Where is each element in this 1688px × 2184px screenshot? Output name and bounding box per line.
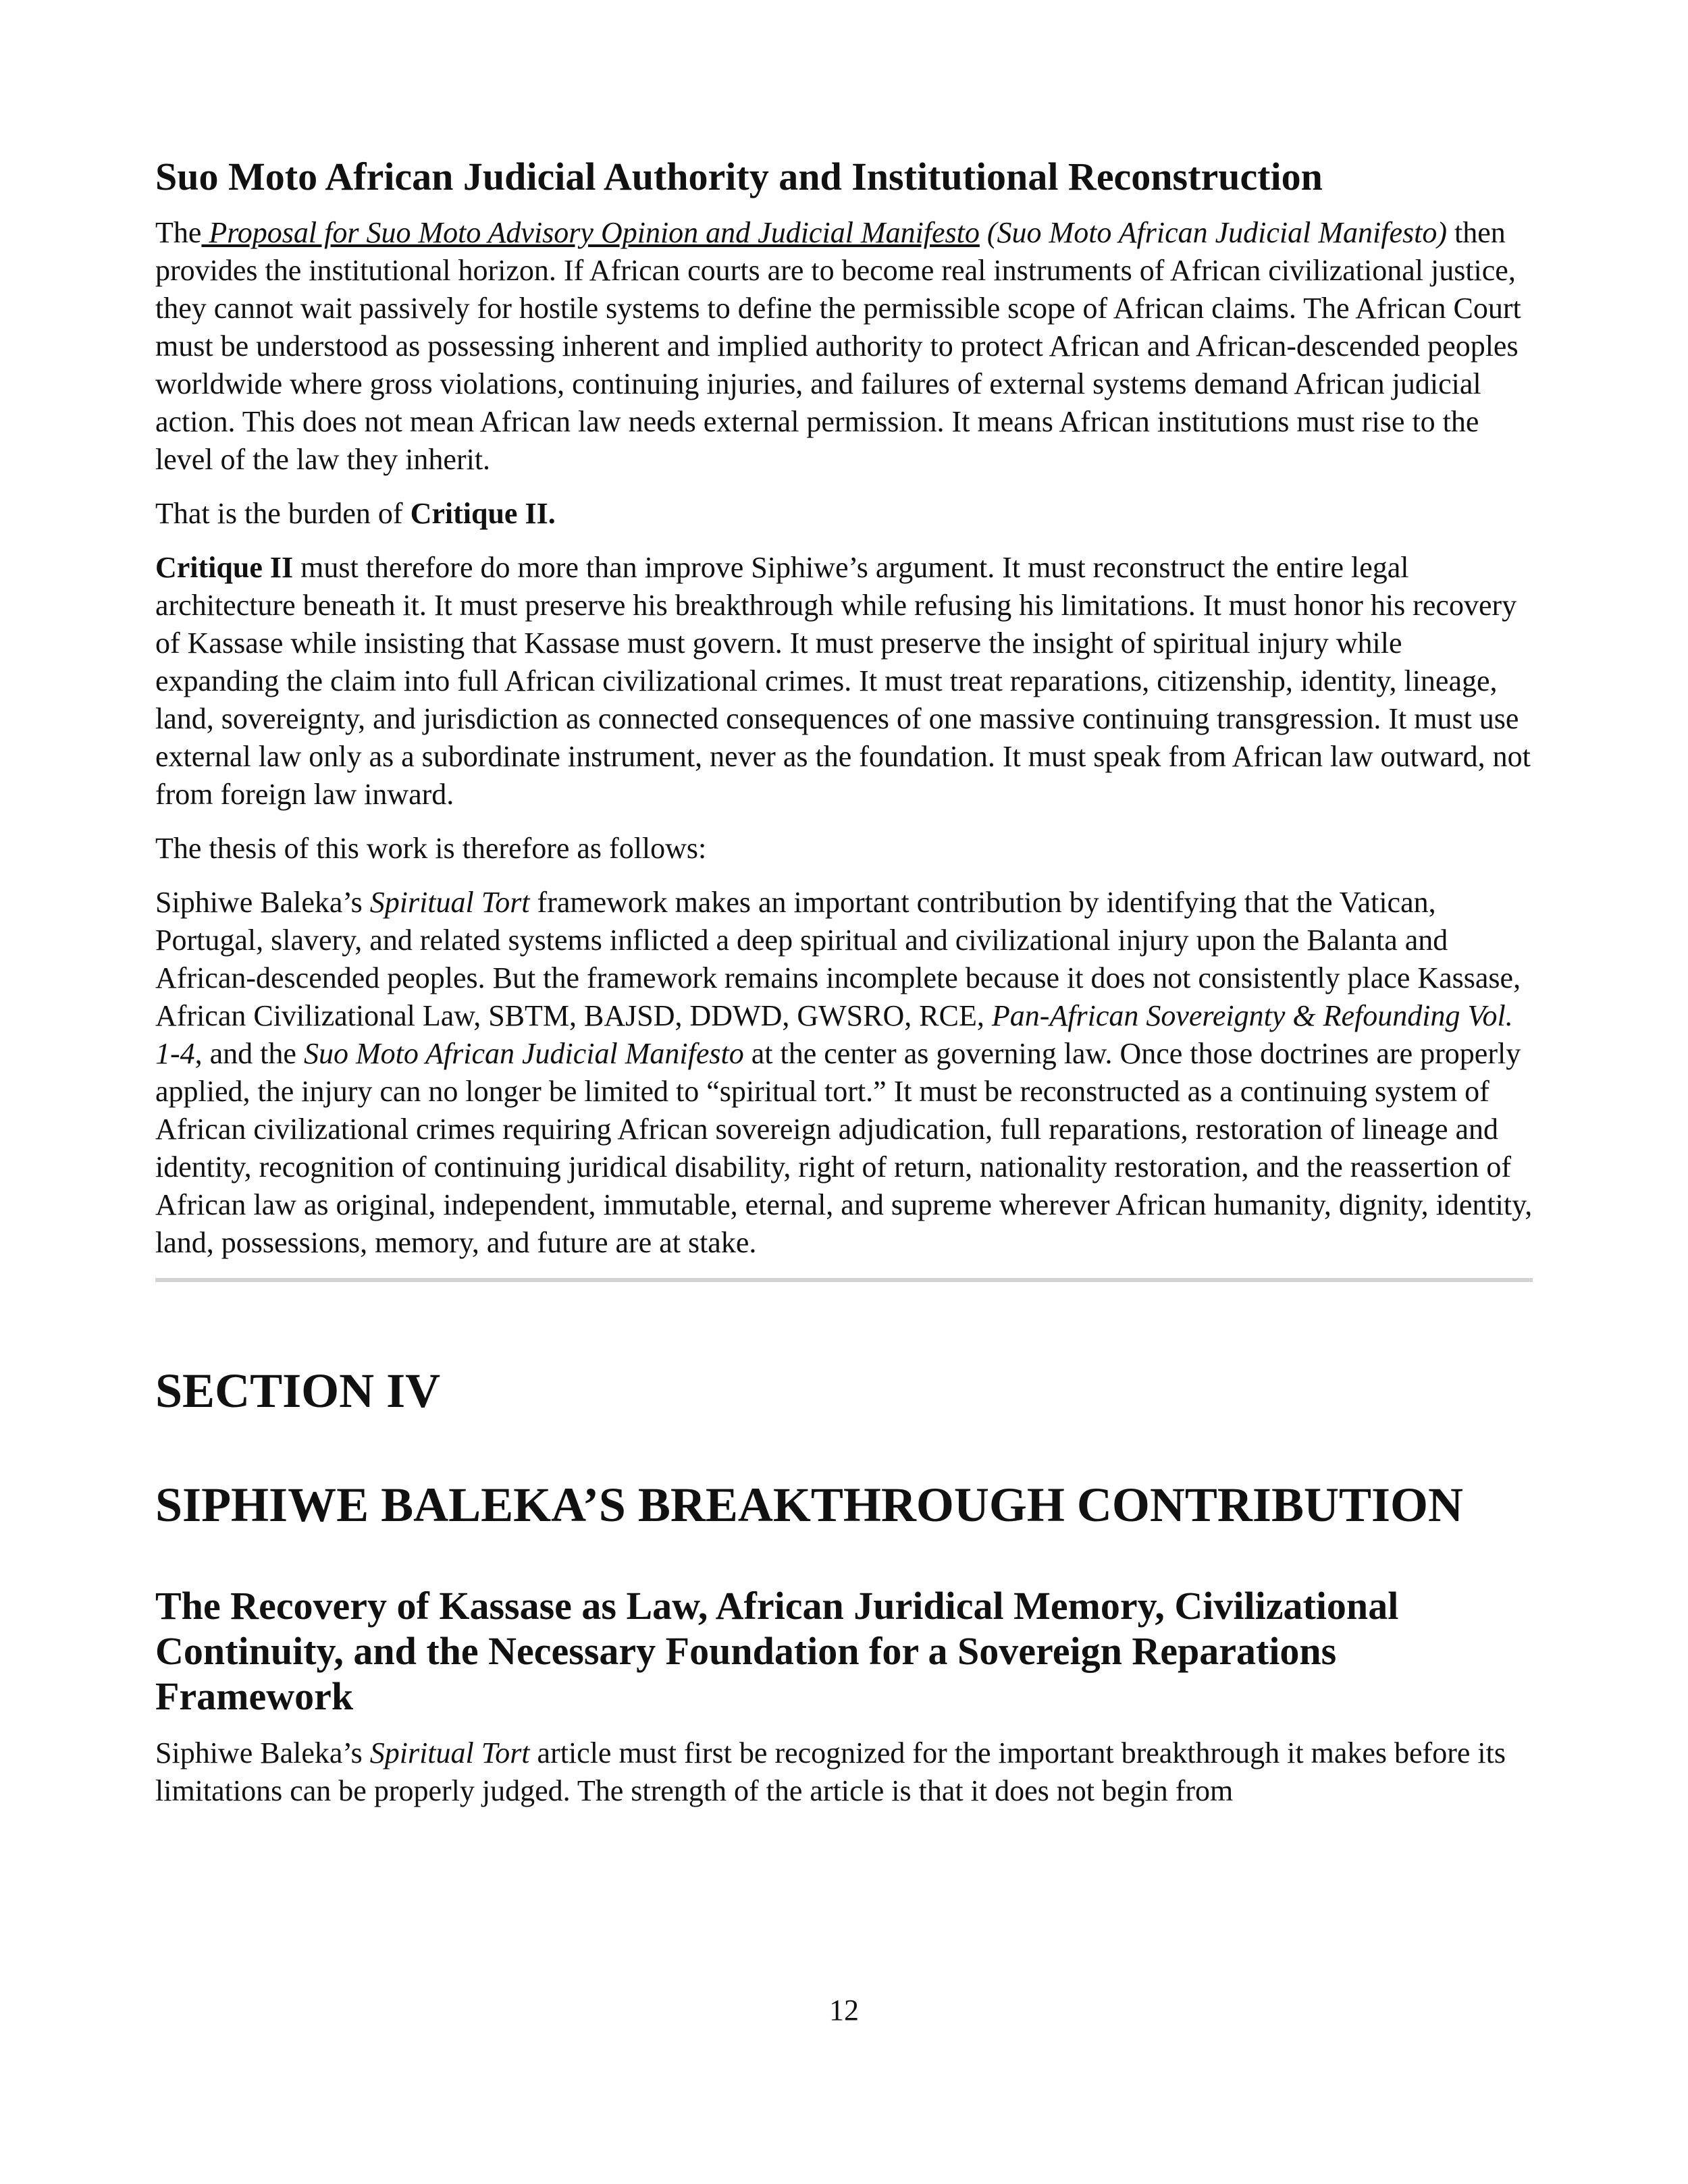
paragraph-body-text: then provides the institutional horizon. If African courts are to become real instruments of African civilizational justice, they cannot wait passively for hostile systems to define the permissible scope of African claims. The African Court must be understood as possessing inherent and implied authority to protect African and African-descended peoples worldwide where gross violations, continuing injuries, and failures of external systems demand African judicial action. This does not mean African law needs external permission. It means African institutions must rise to the level of the law they inherit. xyxy=(155,216,1521,477)
text-run: Siphiwe Baleka’s xyxy=(155,886,370,920)
critique-ii-bold: Critique II xyxy=(155,551,294,585)
page-number: 12 xyxy=(829,1994,859,2027)
proposal-document-link[interactable]: Proposal for Suo Moto Advisory Opinion and Judicial Manifesto xyxy=(201,216,980,250)
paragraph-institutional-horizon xyxy=(155,214,1533,479)
pan-african-sovereignty-title: Pan-African Sovereignty & Refounding Vol. 1-4 xyxy=(155,999,1513,1071)
paragraph-body-text: must therefore do more than improve Siphiwe’s argument. It must reconstruct the entire legal architecture beneath it. It must preserve his breakthrough while refusing his limitations. It must honor his recovery of Kassase while insisting that Kassase must govern. It must preserve the insight of spiritual injury while expanding the claim into full African civilizational crimes. It must treat reparations, citizenship, identity, lineage, land, sovereignty, and jurisdiction as connected consequences of one massive continuing transgression. It must use external law only as a subordinate instrument, never as the foundation. It must speak from African law outward, not from foreign law inward. xyxy=(155,551,1531,811)
spiritual-tort-title: Spiritual Tort xyxy=(369,886,530,920)
text-run: , and the xyxy=(194,1037,304,1071)
paragraph-lead-text: That is the burden of xyxy=(155,497,411,531)
section-title: SECTION IV xyxy=(155,1364,441,1418)
page-content xyxy=(155,154,1533,1826)
suo-moto-manifesto-title: Suo Moto African Judicial Manifesto xyxy=(303,1037,744,1071)
paragraph-burden xyxy=(155,495,1533,533)
paragraph-breakthrough xyxy=(155,1734,1533,1810)
manifesto-parenthetical: (Suo Moto African Judicial Manifesto) xyxy=(979,216,1447,250)
section-divider xyxy=(155,1278,1533,1282)
section-subtitle: SIPHIWE BALEKA’S BREAKTHROUGH CONTRIBUTION xyxy=(155,1478,1464,1533)
text-run: at the center as governing law. Once those doctrines are properly applied, the injury can no longer be limited to “spiritual tort.” It must be reconstructed as a continuing system of African civilizational crimes requiring African sovereign adjudication, full reparations, restoration of lineage and identity, recognition of continuing juridical disability, right of return, nationality restoration, and the reassertion of African law as original, independent, immutable, eternal, and supreme wherever African humanity, dignity, identity, land, possessions, memory, and future are at stake. xyxy=(155,1037,1533,1260)
paragraph-lead-text: The xyxy=(155,216,202,250)
text-run: Siphiwe Baleka’s xyxy=(155,1736,370,1769)
paragraph-thesis xyxy=(155,884,1533,1262)
critique-ii-bold: Critique II. xyxy=(410,497,556,531)
subsection-heading-suo-moto: Suo Moto African Judicial Authority and Institutional Reconstruction xyxy=(155,155,1323,198)
text-run: article must first be recognized for the important breakthrough it makes before its limitations can be properly judged. The strength of the article is that it does not begin from xyxy=(155,1736,1506,1807)
subsection-heading-recovery-of-kassase: The Recovery of Kassase as Law, African Juridical Memory, Civilizational Continuity, and the Necessary Foundation for a Sovereign Reparations Framework xyxy=(155,1583,1399,1719)
paragraph-thesis-intro: The thesis of this work is therefore as follows: xyxy=(155,832,707,865)
spiritual-tort-title: Spiritual Tort xyxy=(369,1736,530,1769)
text-run: framework makes an important contribution by identifying that the Vatican, Portugal, slavery, and related systems inflicted a deep spiritual and civilizational injury upon the Balanta and African-descended peoples. But the framework remains incomplete because it does not consistently place Kassase, African Civilizational Law, SBTM, BAJSD, DDWD, GWSRO, RCE, xyxy=(155,886,1521,1033)
paragraph-critique-ii xyxy=(155,549,1533,814)
